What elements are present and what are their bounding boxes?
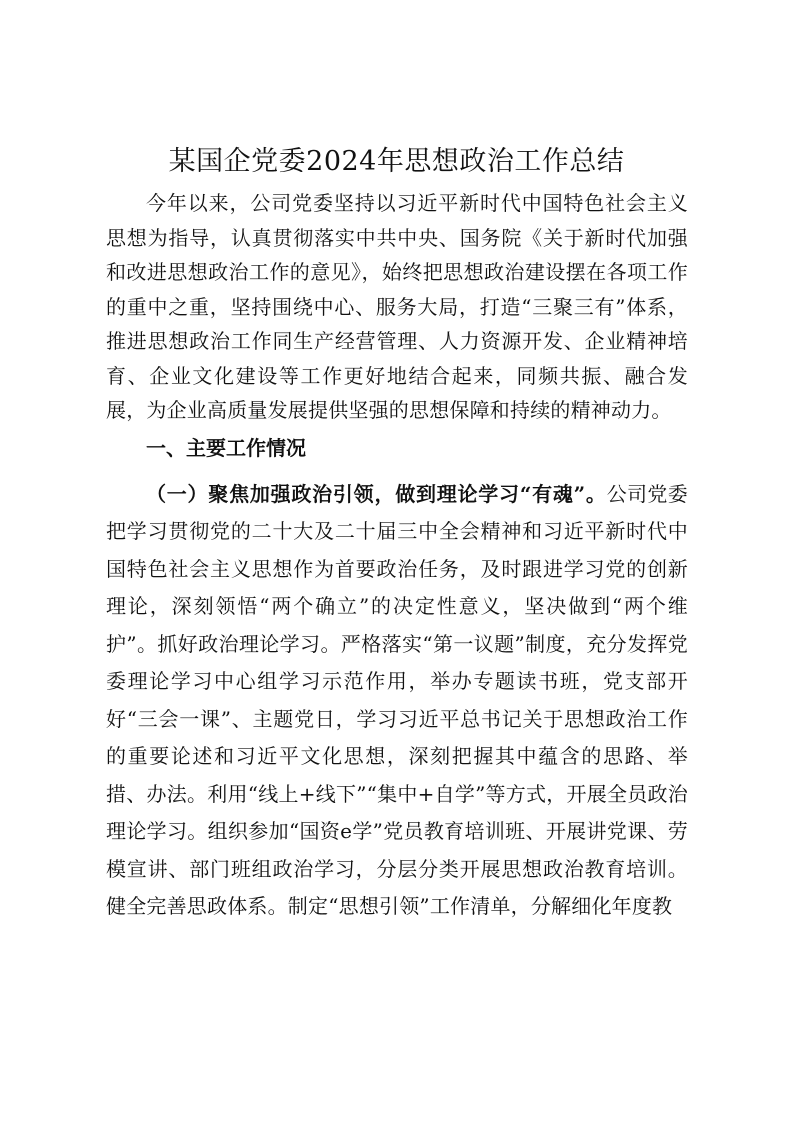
intro-paragraph: 今年以来，公司党委坚持以习近平新时代中国特色社会主义思想为指导，认真贯彻落实中共中央、国务院《关于新时代加强和改进思想政治工作的意见》，始终把思想政治建设摆在各项工作的重中之重，坚持围绕中心、服务大局，打造“三聚三有”体系，推进思想政治工作同生产经营管理、人力资源开发、企业精神培育、企业文化建设等工作更好地结合起来，同频共振、融合发展，为企业高质量发展提供坚强的思想保障和持续的精神动力。 bbox=[106, 191, 688, 422]
subsection-paragraph bbox=[106, 476, 688, 926]
document-body bbox=[106, 186, 688, 926]
section-heading: 一、主要工作情况 bbox=[146, 435, 306, 460]
document-title: 某国企党委2024年思想政治工作总结 bbox=[168, 146, 625, 177]
subsection-body: 公司党委把学习贯彻党的二十大及二十届三中全会精神和习近平新时代中国特色社会主义思想作为首要政治任务，及时跟进学习党的创新理论，深刻领悟“两个确立”的决定性意义，坚决做到“两个维护”。抓好政治理论学习。严格落实“第一议题”制度，充分发挥党委理论学习中心组学习示范作用，举办专题读书班，党支部开好“三会一课”、主题党日，学习习近平总书记关于思想政治工作的重要论述和习近平文化思想，深刻把握其中蕴含的思路、举措、办法。利用“线上+线下”“集中+自学”等方式，开展全员政治理论学习。组织参加“国资e学”党员教育培训班、开展讲党课、劳模宣讲、部门班组政治学习，分层分类开展思想政治教育培训。健全完善思政体系。制定“思想引领”工作清单，分解细化年度教 bbox=[106, 481, 688, 918]
subsection-heading: （一）聚焦加强政治引领，做到理论学习“有魂”。 bbox=[146, 481, 607, 506]
